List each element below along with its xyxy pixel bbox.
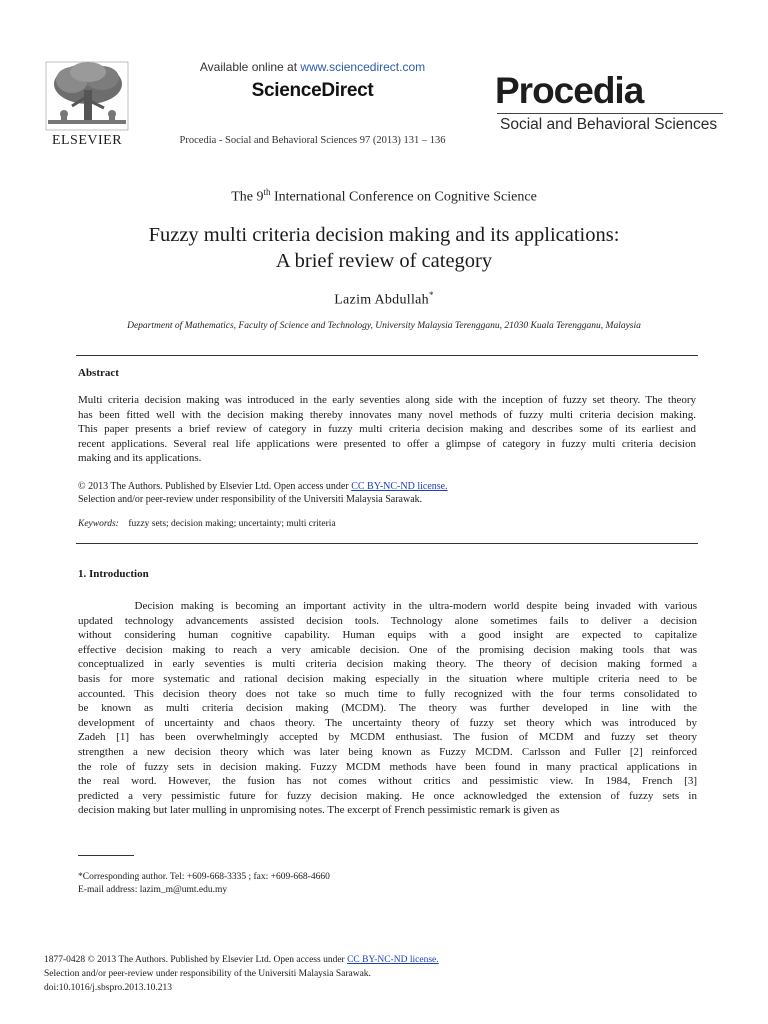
- copyright-text: © 2013 The Authors. Published by Elsevier Ltd. Open access under: [78, 481, 352, 492]
- paper-title: [0, 222, 768, 274]
- keywords-label: Keywords:: [78, 519, 119, 529]
- footnote-contact: *Corresponding author. Tel: +609-668-3335 ; fax: +609-668-4660: [78, 872, 330, 882]
- author: [0, 290, 768, 309]
- author-affiliation: Department of Mathematics, Faculty of Science and Technology, University Malaysia Terengganu, 21030 Kuala Terengganu, Malaysia: [127, 321, 641, 331]
- introduction-line: strengthen a new decision theory which was later being known as Fuzzy MCDM. Carlsson and Fuller [2] reinforced: [78, 745, 697, 758]
- introduction-heading: 1. Introduction: [78, 568, 149, 580]
- abstract-line: Multi criteria decision making was introduced in the early seventies along side with the inception of fuzzy set theory. The theory: [78, 394, 696, 406]
- footnote-divider: [78, 855, 134, 856]
- abstract-line: has been fitted well with the decision making thereby innovates many novel methods of fuzzy multi criteria decision making.: [78, 408, 696, 421]
- introduction-line: Zadeh [1] has been overwhelmingly accepted by MCDM enthusiast. The fusion of MCDM and fuzzy set theory: [78, 731, 697, 744]
- sciencedirect-wordmark: ScienceDirect: [251, 80, 374, 101]
- footnote-email: E-mail address: lazim_m@umt.edu.my: [78, 885, 228, 895]
- conference-name: [0, 187, 768, 206]
- available-online-line: [150, 60, 475, 74]
- procedia-divider: [497, 113, 723, 114]
- sciencedirect-link[interactable]: www.sciencedirect.com: [300, 60, 426, 74]
- abstract-line: This paper presents a brief review of category in fuzzy multi criteria decision making and describes some of its earliest and: [78, 423, 696, 436]
- keywords: [78, 519, 698, 529]
- paper-title-line-2: A brief review of category: [275, 250, 493, 272]
- introduction-line: conceptualized in early seventies is multi criteria decision making theory. The theory of decision making formed a: [78, 658, 697, 671]
- abstract-line: recent applications. Several real life applications were presented to offer a glimpse of category in fuzzy multi criteria decision: [78, 437, 696, 450]
- peer-review-notice: Selection and/or peer-review under responsibility of the Universiti Malaysia Sarawak.: [78, 494, 423, 505]
- conference-ordinal: th: [263, 187, 271, 197]
- available-online-prefix: Available online at: [199, 60, 301, 74]
- paper-title-line-1: Fuzzy multi criteria decision making and its applications:: [148, 224, 620, 246]
- journal-reference: Procedia - Social and Behavioral Sciences 97 (2013) 131 – 136: [179, 135, 446, 146]
- abstract-bottom-rule: [76, 543, 698, 544]
- bottom-license-link[interactable]: CC BY-NC-ND license.: [347, 955, 439, 965]
- introduction-body: [78, 599, 697, 818]
- elsevier-tree-logo: [42, 60, 132, 134]
- introduction-line: decision making but later mulling in unpromising notes. The excerpt of French pessimistic remark is given as: [78, 804, 560, 817]
- issn-copyright-line: [44, 953, 439, 967]
- introduction-line: basis for more systematic and rational decision making especially in the situation where multiple criteria need to be: [78, 672, 697, 685]
- introduction-line: the real word. However, the fusion has not comes without critics and pessimistic view. In 1984, French [3]: [78, 775, 697, 788]
- author-name: Lazim Abdullah: [334, 292, 429, 308]
- introduction-line: without considering human cognitive capability. Human equips with a good insight are expected to capitalize: [78, 629, 697, 642]
- doi: doi:10.1016/j.sbspro.2013.10.213: [44, 983, 172, 993]
- introduction-line: be known as multi criteria decision making (MCDM). The theory was further developed in line with the: [78, 702, 697, 715]
- conference-suffix: International Conference on Cognitive Science: [270, 189, 537, 205]
- copyright-notice: [78, 480, 698, 493]
- abstract-heading: Abstract: [78, 367, 119, 379]
- corresponding-author-marker: *: [428, 290, 434, 300]
- keywords-value: fuzzy sets; decision making; uncertainty; multi criteria: [128, 519, 336, 529]
- conference-prefix: The 9: [231, 189, 264, 205]
- introduction-line: accounted. This decision theory does not take so much time to fully recognized with the four terms consolidated to: [78, 687, 697, 700]
- abstract-body: [78, 393, 696, 466]
- elsevier-wordmark: ELSEVIER: [51, 133, 123, 148]
- license-link[interactable]: CC BY-NC-ND license.: [351, 481, 448, 492]
- introduction-line: effective decision making to reach a very amicable decision. One of the promising decision making tools that was: [78, 643, 697, 656]
- issn-text: 1877-0428 © 2013 The Authors. Published by Elsevier Ltd. Open access under: [44, 955, 348, 965]
- introduction-line: the role of fuzzy sets in decision making. Fuzzy MCDM methods have been found in many practical applications in: [78, 760, 697, 773]
- introduction-line: development of uncertainty and chaos theory. The uncertainty theory of fuzzy set theory which was introduced by: [78, 716, 697, 729]
- bottom-peer-review: Selection and/or peer-review under responsibility of the Universiti Malaysia Sarawak.: [44, 969, 371, 979]
- abstract-top-rule: [76, 355, 698, 356]
- procedia-subtitle: Social and Behavioral Sciences: [500, 116, 718, 133]
- introduction-line: updated technology advancements assisted decision tools. Technology alone sometimes fails to deliver a decision: [78, 614, 697, 627]
- introduction-line: predicted a very pessimistic future for fuzzy decision making. He once acknowledged the extension of fuzzy sets in: [78, 789, 697, 802]
- abstract-line: making and its applications.: [78, 452, 202, 465]
- procedia-wordmark: Procedia: [495, 70, 644, 111]
- introduction-line: Decision making is becoming an important activity in the ultra-modern world despite being invaded with various: [78, 600, 697, 612]
